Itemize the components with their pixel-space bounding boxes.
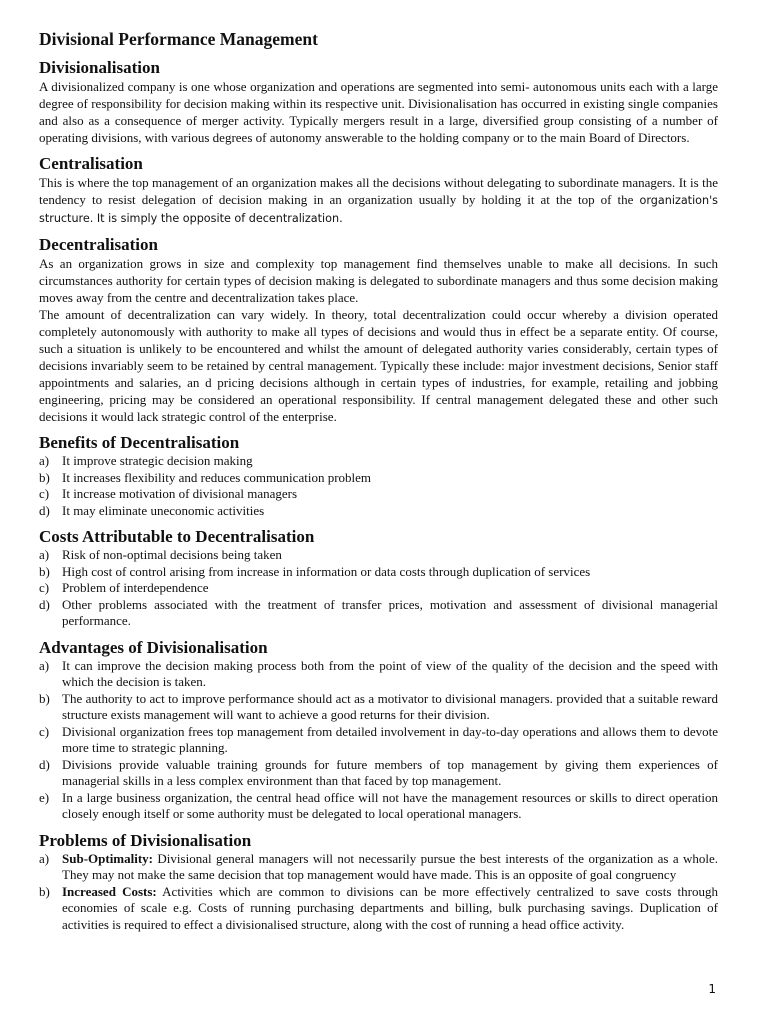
list-item-text: Divisional organization frees top management from detailed involvement in day-to-day operations and allows them to devote more time to strategic planning.: [62, 723, 718, 755]
list-item: [39, 597, 718, 630]
list-item-text: The authority to act to improve performance should act as a motivator to divisional managers. provided that a suitable reward structure exists management will want to achieve a good returns for their division.: [62, 690, 718, 722]
section-paragraph: The amount of decentralization can vary widely. In theory, total decentralization could occur whereby a division operated completely autonomously with authority to make all types of decisions and would thus in effect be a separate entity. Of course, such a situation is unlikely to be encountered and whilst the amount of delegated authority varies considerably, certain types of decisions invariably seem to be retained by central management. Typically these include: major investment decisions, Senior staff appointments and salaries, an d pricing decisions although in certain types of industries, for example, retailing and jobbing engineering, pricing may be considered an operational responsibility. If central management delegated these and other such decisions it would lack strategic control of the enterprise.: [39, 307, 718, 424]
benefits-list: [39, 453, 718, 519]
list-item: [39, 580, 718, 597]
list-item: [39, 790, 718, 823]
section-heading: Divisionalisation: [39, 58, 160, 77]
list-item-text: Risk of non-optimal decisions being taken: [62, 547, 282, 562]
advantages-list: [39, 658, 718, 823]
section-heading: Problems of Divisionalisation: [39, 830, 252, 850]
section-paragraph: [39, 174, 718, 227]
list-item: [39, 757, 718, 790]
list-marker: c): [39, 580, 50, 595]
list-marker: a): [39, 453, 50, 468]
list-marker: d): [39, 756, 50, 772]
list-item-text: Activities which are common to divisions can be more effectively centralized to save costs through economies of scale e.g. Costs of running purchasing departments and billing, bulk purchasing savings. Duplication of activities is required to effect a divisionalised structure, along with the cost of running a head office activity.: [62, 883, 718, 932]
paragraph-text-sans: organization's structure. It is simply the opposite of decentralization.: [39, 194, 719, 225]
list-item-text: High cost of control arising from increase in information or data costs through duplication of services: [62, 563, 591, 579]
list-item-term: Sub-Optimality:: [62, 850, 154, 866]
list-item: [39, 691, 718, 724]
list-marker: b): [39, 469, 50, 485]
problems-list: [39, 851, 718, 934]
section-decentralisation: [39, 234, 718, 425]
list-marker: a): [39, 547, 50, 562]
list-item: [39, 547, 718, 564]
costs-list: [39, 547, 718, 630]
list-marker: c): [39, 723, 50, 739]
list-item-text: Divisions provide valuable training grounds for future members of top management by giving them experiences of managerial skills in a less complex environment than that faced by top management.: [62, 756, 718, 788]
list-item-text: Problem of interdependence: [62, 580, 209, 595]
list-item-text: It can improve the decision making process both from the point of view of the quality of the decision and the speed with which the decision is taken.: [62, 657, 718, 689]
section-divisionalisation: [39, 57, 718, 146]
paragraph-text: This is where the top management of an organization makes all the decisions without delegating to subordinate managers. It is the tendency to resist delegation of decision making in an organization usually by holding it at the top of the: [39, 175, 718, 207]
section-centralisation: [39, 153, 718, 227]
list-item-text: In a large business organization, the central head office will not have the management resources or skills to direct operation closely enough itself or some authority must be delegated to local operational managers.: [62, 789, 718, 821]
page-number: 1: [708, 982, 716, 996]
section-heading: Costs Attributable to Decentralisation: [39, 527, 315, 546]
list-marker: a): [39, 850, 50, 866]
list-item-text: It increase motivation of divisional managers: [62, 486, 298, 501]
section-heading: Benefits of Decentralisation: [39, 433, 240, 452]
section-problems: [39, 830, 718, 934]
list-item-text: Other problems associated with the treatment of transfer prices, motivation and assessment of divisional managerial performance.: [62, 596, 718, 628]
list-marker: d): [39, 596, 50, 612]
list-item-term: Increased Costs:: [62, 883, 157, 899]
list-item: [39, 724, 718, 757]
section-costs: [39, 526, 718, 630]
list-marker: e): [39, 789, 50, 805]
section-heading: Decentralisation: [39, 235, 158, 254]
document-title: Divisional Performance Management: [39, 29, 318, 49]
list-item: [39, 470, 718, 487]
list-item-text: Divisional general managers will not necessarily pursue the best interests of the organization as a whole. They may not make the same decision that top management would have made. This is an opposite of goal congruency: [62, 850, 718, 882]
list-marker: d): [39, 502, 50, 518]
list-item-text: It improve strategic decision making: [62, 453, 253, 468]
section-paragraph: A divisionalized company is one whose organization and operations are segmented into semi- autonomous units each with a large degree of responsibility for decision making within its respective unit. Divisionalisation has occurred in existing single companies and also as a consequence of merger activity. Typically mergers result in a large, diversified group consisting of a number of operating divisions, with various degrees of autonomy answerable to the holding company or to the main Board of Directors.: [39, 79, 718, 145]
section-benefits: [39, 432, 718, 519]
list-item: [39, 486, 718, 503]
list-item: [39, 658, 718, 691]
list-item: [39, 503, 718, 520]
list-item-text: It increases flexibility and reduces communication problem: [62, 469, 372, 485]
section-heading: Advantages of Divisionalisation: [39, 637, 268, 657]
list-marker: c): [39, 486, 50, 501]
list-marker: b): [39, 883, 50, 899]
list-item: [39, 453, 718, 470]
list-marker: a): [39, 657, 50, 673]
section-advantages: [39, 637, 718, 823]
list-item: [39, 884, 718, 934]
list-item: [39, 564, 718, 581]
list-marker: b): [39, 690, 50, 706]
list-item-text: It may eliminate uneconomic activities: [62, 502, 265, 518]
list-marker: b): [39, 563, 50, 579]
section-heading: Centralisation: [39, 154, 143, 173]
section-paragraph: As an organization grows in size and complexity top management find themselves unable to make all decisions. In such circumstances authority for certain types of decision making is delegated to subordinate managers and thus some decision making moves away from the centre and decentralization takes place.: [39, 256, 718, 305]
list-item: [39, 851, 718, 884]
